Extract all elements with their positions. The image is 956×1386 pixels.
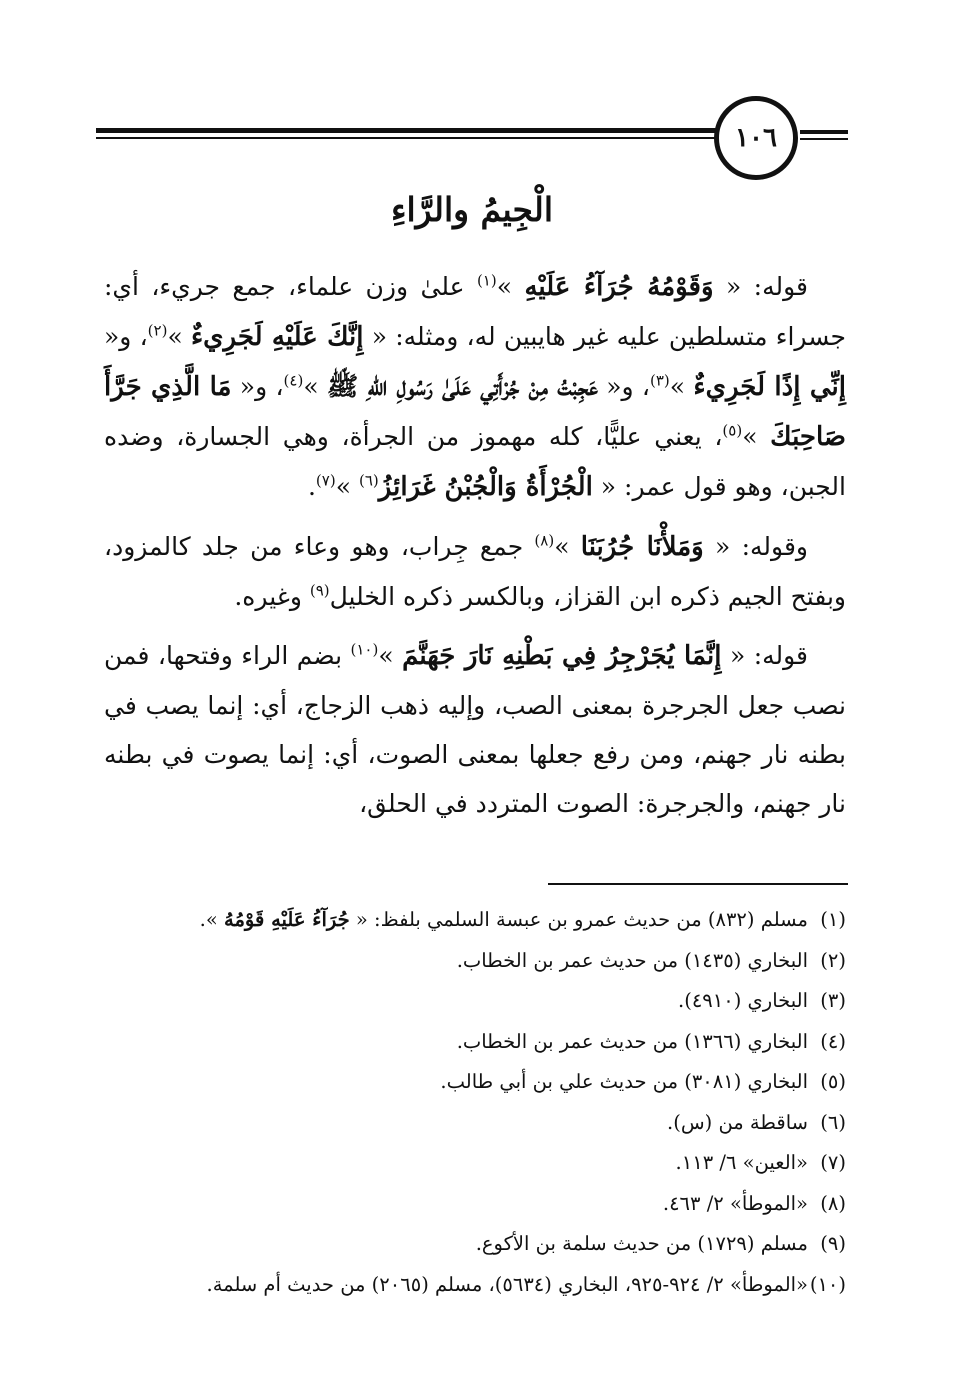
- text: »: [669, 372, 694, 401]
- footnote: [104, 1022, 846, 1063]
- footnote-text: «العين» ٦/ ١١٣.: [675, 1151, 808, 1174]
- hadith-quote: الْجُرْأَةُ وَالْجُبْنُ غَرَائِزُ: [378, 472, 593, 502]
- footnote-ref: (٧): [315, 471, 336, 490]
- text: ، يعني عليًّا، كله مهموز من الجرأة، وهي الجسارة، وضده الجبن، وهو قول عمر: «: [104, 422, 846, 501]
- footnote-text: البخاري (١٤٣٥) من حديث عمر بن الخطاب.: [456, 948, 808, 972]
- text: وقوله: «: [703, 532, 808, 561]
- text: »: [167, 322, 191, 351]
- page-number: ١٠٦: [714, 96, 798, 180]
- text: »: [303, 372, 327, 401]
- text: »: [554, 532, 581, 561]
- header-rule-right-thin: [800, 138, 848, 140]
- footnote-number: (١٠): [809, 1272, 846, 1296]
- footnote-number: (٨): [820, 1191, 846, 1215]
- hadith-quote: إِنَّكَ عَلَيْهِ لَجَرِيءٌ: [190, 322, 364, 352]
- hadith-quote: إِنَّمَا يُجَرْجِرُ فِي بَطْنِهِ نَارَ جَهَنَّمَ: [402, 641, 722, 671]
- footnote-number: (١): [820, 908, 846, 931]
- footnote-quote: جُرَآءُ عَلَيْهِ قَوْمُهُ: [224, 908, 350, 931]
- footnote: [104, 1103, 846, 1144]
- footnote-text: ساقطة من (س).: [667, 1110, 808, 1134]
- footnote-number: (٥): [820, 1070, 846, 1093]
- header-rule: [96, 128, 716, 133]
- text: علىٰ وزن علماء، جمع جريء، أي: جسراء متسلطين عليه غير هايبين له، ومثله: «: [104, 272, 846, 351]
- footnote-text: البخاري (١٣٦٦) من حديث عمر بن الخطاب.: [456, 1029, 808, 1053]
- footnote: [104, 1143, 846, 1184]
- text: ، و«: [597, 372, 650, 401]
- hadith-quote: عَجِبْتُ مِنْ جُرْأَتِي عَلَىٰ رَسُولِ اللهِ ﷺ: [326, 372, 598, 402]
- section-title: الْجِيمُ والرَّاءِ: [391, 190, 553, 229]
- footnote-text: مسلم (١٧٢٩) من حديث سلمة بن الأكوع.: [475, 1232, 808, 1255]
- footnote: [104, 1062, 846, 1103]
- text: قوله: «: [713, 272, 808, 301]
- footnotes-list: [104, 900, 846, 1305]
- footnote-text: «الموطأ» ٢/ ٩٢٤-٩٢٥، البخاري (٥٦٣٤)، مسلم (٢٠٦٥) من حديث أم سلمة.: [206, 1272, 808, 1296]
- text: »: [742, 422, 771, 451]
- text: بضم الراء وفتحها، فمن نصب جعل الجرجرة بمعنى الصب، وإليه ذهب الزجاج، أي: إنما يصب في بطنه نار جهنم، ومن رفع جعلها بمعنى الصوت، أي: إنما يصوت في بطنه نار جهنم، والجرجرة: الصوت المتردد في الحلق،: [104, 641, 846, 818]
- footnote: [104, 1224, 846, 1265]
- footnote-ref: (١): [476, 271, 497, 290]
- hadith-quote: مَا الَّذِي جَرَّأَ صَاحِبَكَ: [104, 372, 846, 452]
- header-rule-thin: [96, 137, 716, 139]
- footnote-number: (٩): [820, 1232, 846, 1255]
- paragraph: [104, 262, 846, 512]
- text: »: [335, 472, 359, 501]
- footnote: [104, 1184, 846, 1225]
- footnote-ref: (٩): [309, 581, 330, 600]
- text: .: [307, 472, 316, 501]
- footnote: [104, 981, 846, 1022]
- footnote-text: مسلم (٨٣٢) من حديث عمرو بن عبسة السلمي بلفظ: «: [349, 908, 808, 931]
- footnote-number: (٤): [820, 1029, 846, 1053]
- hadith-quote: وَقَوْمُهُ جُرَآءُ عَلَيْهِ: [524, 272, 714, 302]
- footnote-number: (٣): [820, 989, 846, 1012]
- text: ، و«: [231, 372, 284, 401]
- footnote-ref: (١٠): [350, 640, 379, 659]
- paragraph: [104, 522, 846, 621]
- paragraph: [104, 631, 846, 828]
- footnote: [104, 900, 846, 941]
- footnote: [104, 1265, 846, 1306]
- footnote: [104, 941, 846, 982]
- hadith-quote: وَمَلأْنَا جُرُبَنَا: [580, 532, 704, 562]
- footnote-number: (٢): [820, 948, 846, 972]
- footnote-ref: (٥): [722, 421, 743, 440]
- footnote-separator: [548, 883, 848, 885]
- footnote-ref: (٣): [649, 371, 670, 390]
- footnote-ref: (٦): [358, 471, 379, 490]
- text: »: [378, 641, 403, 670]
- footnote-text: «الموطأ» ٢/ ٤٦٣.: [662, 1191, 808, 1215]
- text: جمع جِراب، وهو وعاء من جلد كالمزود، وبفتح الجيم ذكره ابن القزاز، وبالكسر ذكره الخليل: [104, 532, 846, 611]
- footnote-ref: (٢): [147, 321, 168, 340]
- footnote-ref: (٤): [283, 371, 304, 390]
- text: ، و«: [104, 322, 148, 351]
- footnote-number: (٦): [820, 1110, 846, 1134]
- footnote-text: البخاري (٤٩١٠).: [678, 989, 808, 1012]
- footnote-text: ».: [199, 908, 224, 931]
- footnote-number: (٧): [820, 1151, 846, 1174]
- footnote-ref: (٨): [534, 531, 555, 550]
- hadith-quote: إِنِّي إِذًا لَجَرِيءٌ: [693, 372, 846, 402]
- text: وغيره.: [234, 582, 310, 611]
- header-rule-right: [800, 130, 848, 134]
- text: »: [496, 272, 525, 301]
- page-header: [96, 96, 848, 182]
- footnote-text: البخاري (٣٠٨١) من حديث علي بن أبي طالب.: [440, 1070, 808, 1093]
- main-text: [104, 262, 846, 838]
- text: قوله: «: [721, 641, 808, 670]
